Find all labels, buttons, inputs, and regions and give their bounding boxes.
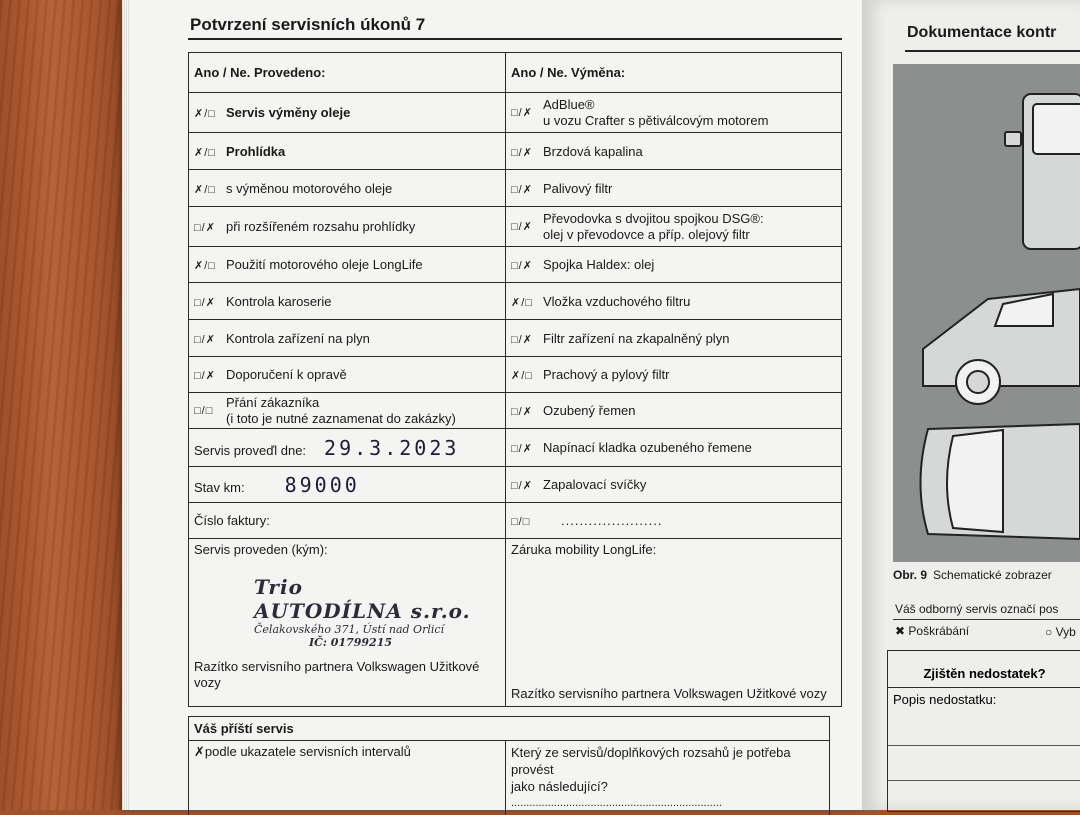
checkbox-pair[interactable]: □/✗: [194, 369, 216, 382]
row-label: Vložka vzduchového filtru: [543, 294, 690, 309]
km-label: Stav km:: [194, 480, 245, 495]
row-label: Servis výměny oleje: [226, 105, 350, 120]
table-row: [189, 429, 842, 467]
row-label: Spojka Haldex: olej: [543, 257, 654, 272]
van-schematic: [893, 64, 1080, 562]
performed-by-label: Servis proveden (kým):: [194, 542, 500, 557]
row-label-2: olej v převodovce a příp. olejový filtr: [543, 227, 750, 242]
checkbox-pair[interactable]: ✗/□: [194, 107, 216, 120]
right-page-title: Dokumentace kontr: [907, 24, 1056, 42]
right-divider: [893, 619, 1080, 620]
checkbox-pair[interactable]: □/✗: [194, 296, 216, 309]
checkbox-pair[interactable]: □/✗: [194, 333, 216, 346]
right-text-1: Váš odborný servis označí pos: [895, 602, 1058, 616]
next-service-dots: .....................................................................: [511, 795, 824, 812]
service-table: [188, 52, 842, 707]
stamp-line-4: IČ: 01799215: [309, 636, 500, 649]
invoice-label: Číslo faktury:: [194, 513, 270, 528]
table-row: [189, 320, 842, 357]
warranty-label: Záruka mobility LongLife:: [511, 542, 836, 557]
table-row: [189, 357, 842, 393]
row-label: Kontrola karoserie: [226, 294, 332, 309]
col-right-header: Ano / Ne. Výměna:: [506, 53, 842, 93]
van-rear-mirror: [1005, 132, 1021, 146]
title-underline: [188, 38, 842, 40]
next-service-head: Váš příští servis: [189, 717, 829, 741]
stamp-note-right: Razítko servisního partnera Volkswagen Užitkové vozy: [511, 686, 836, 702]
checkbox-pair[interactable]: □/✗: [511, 405, 533, 418]
table-row: [189, 170, 842, 207]
wooden-table: [0, 0, 130, 810]
option-other[interactable]: ○ Vyb: [1045, 625, 1076, 639]
row-label: Brzdová kapalina: [543, 144, 643, 159]
row-label: s výměnou motorového oleje: [226, 181, 392, 196]
van-rear-window: [1033, 104, 1080, 154]
table-row: [189, 133, 842, 170]
table-row: [189, 93, 842, 133]
checkbox-pair[interactable]: ✗/□: [194, 146, 216, 159]
service-date-label: Servis proveďl dne:: [194, 443, 306, 458]
checkbox-pair[interactable]: □/✗: [511, 146, 533, 159]
next-service-box: [188, 716, 830, 815]
checkbox-pair[interactable]: □/✗: [194, 221, 216, 234]
row-label: Ozubený řemen: [543, 403, 636, 418]
next-service-checkbox[interactable]: ✗: [194, 744, 205, 759]
figure-label: Obr. 9: [893, 568, 927, 582]
van-side-body: [923, 289, 1080, 386]
row-label: Doporučení k opravě: [226, 367, 347, 382]
next-service-left: podle ukazatele servisních intervalů: [205, 744, 411, 759]
checkbox-pair[interactable]: □/□: [511, 516, 533, 528]
col-left-header: Ano / Ne. Provedeno:: [189, 53, 506, 93]
checkbox-pair[interactable]: □/✗: [511, 220, 533, 233]
defect-box: [887, 650, 1080, 812]
company-stamp: [254, 575, 500, 649]
figure-caption-text: Schematické zobrazer: [933, 568, 1052, 582]
table-row: [189, 247, 842, 283]
row-label: AdBlue®: [543, 97, 595, 112]
table-row: [189, 283, 842, 320]
dotted-line: ......................: [561, 513, 662, 528]
row-label: při rozšířeném rozsahu prohlídky: [226, 219, 415, 234]
checkbox-pair[interactable]: ✗/□: [194, 259, 216, 272]
right-title-underline: [905, 50, 1080, 52]
row-label: Palivový filtr: [543, 181, 612, 196]
checkbox-pair[interactable]: ✗/□: [511, 369, 533, 382]
van-windshield-top: [947, 430, 1003, 532]
checkbox-pair[interactable]: □/✗: [511, 183, 533, 196]
table-row: [189, 503, 842, 539]
next-service-right-3: jako následující?: [511, 778, 824, 795]
table-row: [189, 393, 842, 429]
option-scratch[interactable]: ✖ Poškrábání: [895, 624, 969, 638]
row-label: Převodovka s dvojitou spojkou DSG®:: [543, 211, 764, 226]
row-label: Napínací kladka ozubeného řemene: [543, 440, 752, 455]
page-title: Potvrzení servisních úkonů 7: [190, 15, 425, 35]
defect-box-head: Zjištěn nedostatek?: [888, 651, 1080, 688]
stamp-row: [189, 539, 842, 707]
table-header-row: [189, 53, 842, 93]
checkbox-pair[interactable]: □/✗: [511, 479, 533, 492]
checkbox-pair[interactable]: ✗/□: [194, 183, 216, 196]
next-service-row: [189, 741, 829, 815]
service-date-value[interactable]: 29.3.2023: [324, 436, 459, 460]
checkbox-pair[interactable]: □/✗: [511, 259, 533, 272]
figure-caption: [893, 568, 1052, 582]
stamp-note: Razítko servisního partnera Volkswagen Užitkové vozy: [194, 659, 500, 691]
stamp-line-1: Trio: [254, 575, 500, 599]
next-service-right-2: provést: [511, 761, 824, 778]
stamp-line-3: Čelakovského 371, Ústí nad Orlicí: [254, 623, 500, 636]
row-label: Kontrola zařízení na plyn: [226, 331, 370, 346]
row-label: Použití motorového oleje LongLife: [226, 257, 423, 272]
van-wheel-hub: [967, 371, 989, 393]
checkbox-pair[interactable]: □/✗: [511, 106, 533, 119]
stamp-line-2: AUTODÍLNA s.r.o.: [254, 599, 500, 623]
row-label: Prohlídka: [226, 144, 285, 159]
van-schematic-drawing: [893, 64, 1080, 562]
table-row: [189, 207, 842, 247]
writing-line: [888, 780, 1080, 781]
checkbox-pair[interactable]: □/□: [194, 405, 216, 417]
row-label-2: u vozu Crafter s pětiválcovým motorem: [543, 113, 768, 128]
checkbox-pair[interactable]: □/✗: [511, 442, 533, 455]
checkbox-pair[interactable]: □/✗: [511, 333, 533, 346]
checkbox-pair[interactable]: ✗/□: [511, 296, 533, 309]
row-label: Filtr zařízení na zkapalněný plyn: [543, 331, 729, 346]
km-value[interactable]: 89000: [285, 473, 360, 497]
defect-description-label: Popis nedostatku:: [888, 688, 1080, 711]
row-label: Přání zákazníka: [226, 395, 319, 410]
row-label: Zapalovací svíčky: [543, 477, 646, 492]
writing-line: [888, 745, 1080, 746]
row-label: Prachový a pylový filtr: [543, 367, 669, 382]
table-row: [189, 467, 842, 503]
row-label-2: (i toto je nutné zaznamenat do zakázky): [226, 411, 456, 426]
page-edges: [122, 0, 130, 810]
next-service-right-1: Který ze servisů/doplňkových rozsahů je potřeba: [511, 744, 824, 761]
